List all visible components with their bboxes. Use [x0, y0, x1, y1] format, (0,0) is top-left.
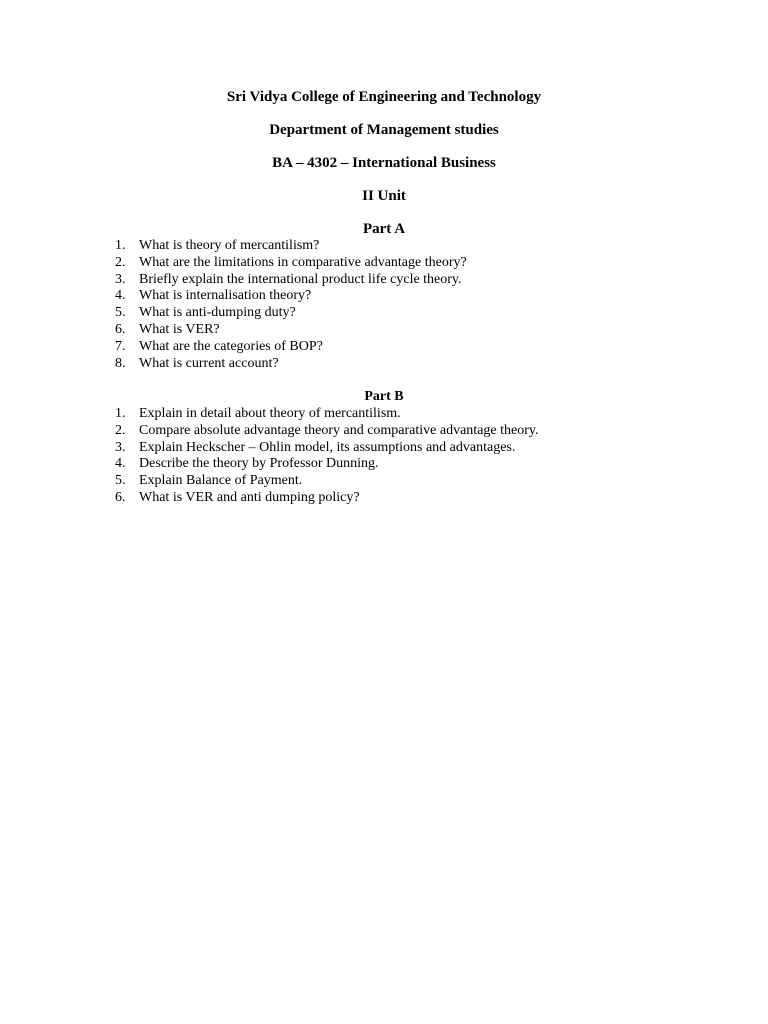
part-b-title: Part B	[364, 389, 404, 404]
question-text: What is internalisation theory?	[139, 288, 312, 304]
part-a-question-list	[115, 238, 467, 372]
question-number: 5.	[115, 473, 126, 489]
question-number: 4.	[115, 456, 126, 472]
question-number: 5.	[115, 305, 126, 321]
question-number: 1.	[115, 238, 126, 253]
college-name: Sri Vidya College of Engineering and Technology	[226, 89, 542, 105]
question-text: What is anti-dumping duty?	[139, 305, 296, 321]
list-item	[115, 255, 467, 272]
question-text: What are the categories of BOP?	[139, 338, 323, 354]
question-text: Describe the theory by Professor Dunning.	[139, 456, 379, 472]
unit-title: II Unit	[362, 188, 406, 204]
course-title: BA – 4302 – International Business	[272, 155, 496, 171]
question-text: What are the limitations in comparative advantage theory?	[139, 254, 467, 270]
list-item	[115, 288, 467, 305]
question-number: 6.	[115, 489, 126, 505]
question-text: Explain Heckscher – Ohlin model, its assumptions and advantages.	[139, 439, 516, 455]
question-text: What is VER?	[139, 321, 220, 337]
list-item	[115, 490, 539, 507]
question-number: 3.	[115, 271, 126, 287]
list-item	[115, 440, 539, 457]
department-name: Department of Management studies	[269, 122, 499, 138]
question-text: What is current account?	[139, 355, 279, 371]
question-text: Briefly explain the international product life cycle theory.	[139, 271, 462, 287]
list-item	[115, 473, 539, 490]
question-text: Compare absolute advantage theory and comparative advantage theory.	[139, 422, 539, 438]
list-item	[115, 305, 467, 322]
list-item	[115, 322, 467, 339]
list-item	[115, 356, 467, 373]
question-number: 8.	[115, 355, 126, 371]
question-text: What is theory of mercantilism?	[139, 238, 320, 253]
question-number: 6.	[115, 321, 126, 337]
part-a-title: Part A	[362, 221, 406, 237]
question-number: 4.	[115, 288, 126, 304]
question-number: 3.	[115, 439, 126, 455]
question-text: What is VER and anti dumping policy?	[139, 489, 360, 505]
question-number: 2.	[115, 422, 126, 438]
question-number: 7.	[115, 338, 126, 354]
list-item	[115, 423, 539, 440]
list-item	[115, 272, 467, 289]
question-text: Explain Balance of Payment.	[139, 473, 303, 489]
list-item	[115, 339, 467, 356]
question-number: 1.	[115, 406, 126, 421]
list-item	[115, 238, 467, 255]
part-b-question-list	[115, 406, 539, 507]
question-text: Explain in detail about theory of mercantilism.	[139, 406, 401, 421]
question-number: 2.	[115, 254, 126, 270]
list-item	[115, 406, 539, 423]
list-item	[115, 456, 539, 473]
